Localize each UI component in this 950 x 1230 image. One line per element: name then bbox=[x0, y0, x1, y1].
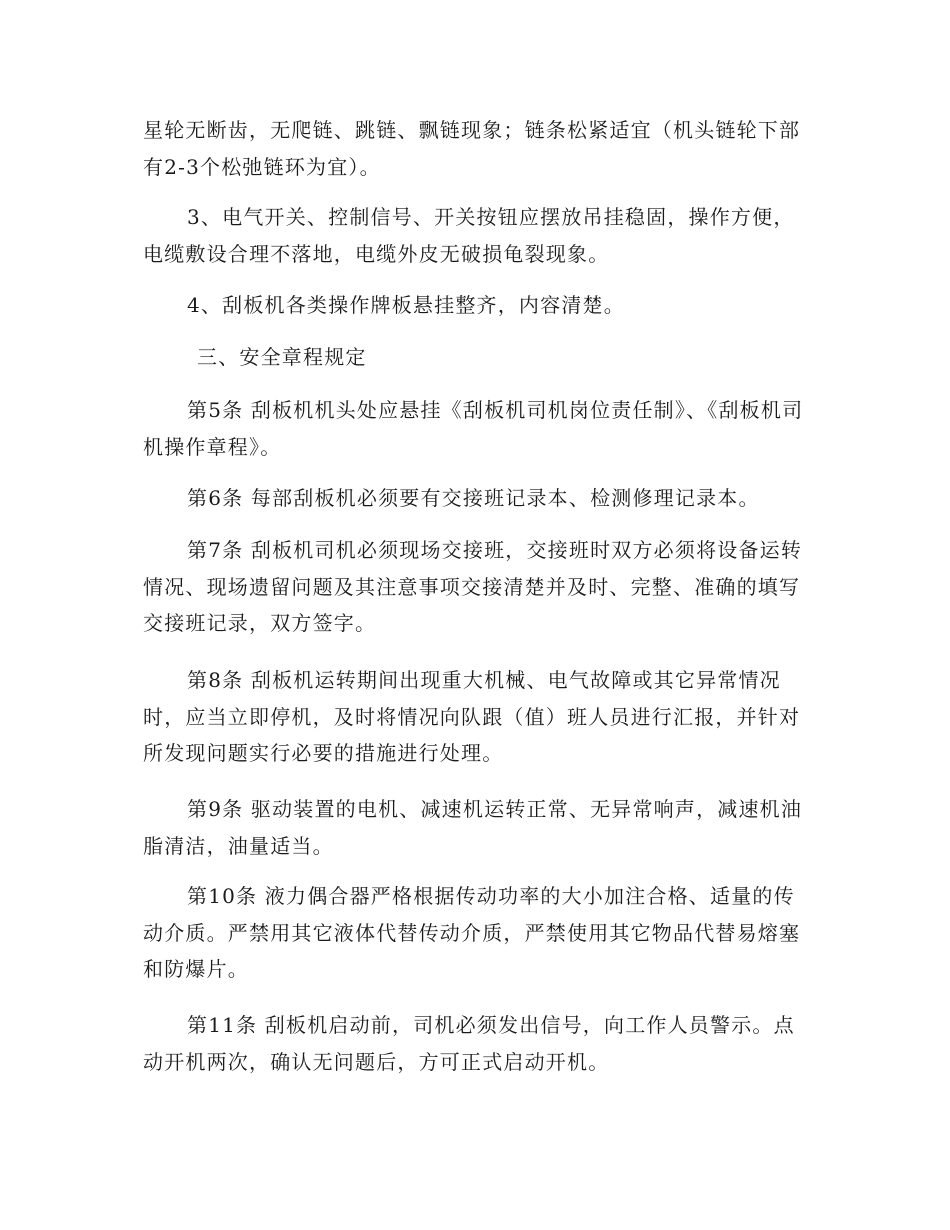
paragraph-item-4-signboards: 4、刮板机各类操作牌板悬挂整齐，内容清楚。 bbox=[187, 293, 625, 317]
paragraph-article-11: 第11条 刮板机启动前，司机必须发出信号，向工作人员警示。点动开机两次，确认无问题后，方可正式启动开机。 bbox=[143, 1013, 795, 1074]
paragraph-article-8: 第8条 刮板机运转期间出现重大机械、电气故障或其它异常情况时，应当立即停机，及时将情况向队跟（值）班人员进行汇报，并针对所发现问题实行必要的措施进行处理。 bbox=[143, 668, 801, 765]
paragraph-article-9: 第9条 驱动装置的电机、减速机运转正常、无异常响声，减速机油脂清洁，油量适当。 bbox=[143, 797, 803, 858]
section-heading-safety-rules: 三、安全章程规定 bbox=[197, 345, 367, 369]
paragraph-sprocket-chain: 星轮无断齿，无爬链、跳链、飘链现象；链条松紧适宜（机头链轮下部有2-3个松弛链环为宜）。 bbox=[143, 118, 801, 179]
paragraph-article-5: 第5条 刮板机机头处应悬挂《刮板机司机岗位责任制》、《刮板机司机操作章程》。 bbox=[143, 398, 804, 459]
paragraph-article-6: 第6条 每部刮板机必须要有交接班记录本、检测修理记录本。 bbox=[187, 486, 760, 510]
paragraph-article-10: 第10条 液力偶合器严格根据传动功率的大小加注合格、适量的传动介质。严禁用其它液体代替传动介质，严禁使用其它物品代替易熔塞和防爆片。 bbox=[143, 884, 801, 981]
paragraph-item-3-electrical: 3、电气开关、控制信号、开关按钮应摆放吊挂稳固，操作方便，电缆敷设合理不落地，电缆外皮无破损龟裂现象。 bbox=[143, 205, 795, 266]
paragraph-article-7: 第7条 刮板机司机必须现场交接班，交接班时双方必须将设备运转情况、现场遗留问题及其注意事项交接清楚并及时、完整、准确的填写交接班记录，双方签字。 bbox=[143, 538, 803, 635]
